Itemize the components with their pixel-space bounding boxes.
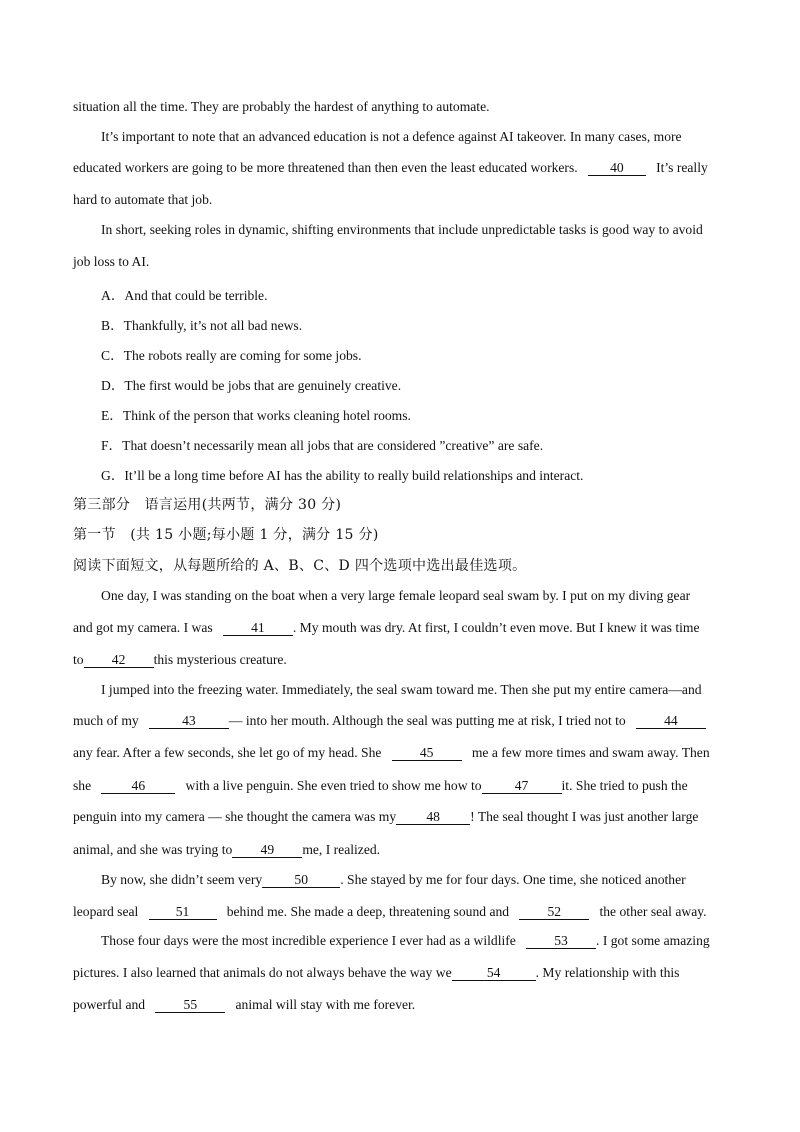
- passage-line: job loss to AI.: [73, 254, 150, 269]
- answer-blank-55[interactable]: 55: [155, 998, 225, 1013]
- passage-line: educated workers are going to be more threatened than then even the least educated workers. 40 It’s really: [73, 160, 708, 175]
- passage-line: hard to automate that job.: [73, 192, 213, 207]
- answer-blank-43[interactable]: 43: [149, 714, 229, 729]
- cloze-line: powerful and 55 animal will stay with me forever.: [73, 997, 416, 1012]
- option-f: F．That doesn’t necessarily mean all jobs that are considered ”creative” are safe.: [101, 438, 544, 453]
- answer-blank-53[interactable]: 53: [526, 934, 596, 949]
- cloze-line: any fear. After a few seconds, she let go of my head. She 45 me a few more times and swam away. Then: [73, 745, 710, 760]
- option-d: D．The first would be jobs that are genuinely creative.: [101, 378, 402, 393]
- cloze-line: animal, and she was trying to 49 me, I realized.: [73, 842, 381, 857]
- answer-blank-41[interactable]: 41: [223, 621, 293, 636]
- answer-blank-51[interactable]: 51: [149, 905, 217, 920]
- option-a: A．And that could be terrible.: [101, 288, 268, 303]
- answer-blank-48[interactable]: 48: [396, 810, 470, 825]
- cloze-line: she 46 with a live penguin. She even tried to show me how to 47 it. She tried to push the: [73, 778, 688, 793]
- cloze-line: to 42 this mysterious creature.: [73, 652, 287, 667]
- cloze-line: and got my camera. I was 41 . My mouth was dry. At first, I couldn’t even move. But I knew it was time: [73, 620, 700, 635]
- answer-blank-54[interactable]: 54: [452, 966, 536, 981]
- instruction-text: 阅读下面短文，从每题所给的 A、B、C、D 四个选项中选出最佳选项。: [73, 558, 527, 574]
- answer-blank-40[interactable]: 40: [588, 161, 646, 176]
- passage-line: situation all the time. They are probably the hardest of anything to automate.: [73, 99, 490, 114]
- option-b: B．Thankfully, it’s not all bad news.: [101, 318, 303, 333]
- cloze-line: pictures. I also learned that animals do not always behave the way we 54 . My relationship with this: [73, 965, 680, 980]
- cloze-line: leopard seal 51 behind me. She made a deep, threatening sound and 52 the other seal away.: [73, 904, 707, 919]
- answer-blank-50[interactable]: 50: [262, 873, 340, 888]
- option-e: E．Think of the person that works cleaning hotel rooms.: [101, 408, 411, 423]
- cloze-line: One day, I was standing on the boat when a very large female leopard seal swam by. I put on my diving gear: [101, 588, 691, 603]
- cloze-line: much of my 43 — into her mouth. Although the seal was putting me at risk, I tried not to 44: [73, 713, 706, 729]
- answer-blank-45[interactable]: 45: [392, 746, 462, 761]
- subsection-heading: 第一节 (共 15 小题;每小题 1 分，满分 15 分): [73, 527, 379, 543]
- option-c: C．The robots really are coming for some jobs.: [101, 348, 362, 363]
- passage-line: In short, seeking roles in dynamic, shifting environments that include unpredictable tasks is good way to avoid: [101, 222, 703, 237]
- answer-blank-46[interactable]: 46: [101, 779, 175, 794]
- answer-blank-47[interactable]: 47: [482, 779, 562, 794]
- cloze-line: penguin into my camera — she thought the camera was my 48 ! The seal thought I was just another large: [73, 809, 699, 824]
- option-g: G．It’ll be a long time before AI has the ability to really build relationships and interact.: [101, 468, 584, 483]
- answer-blank-44[interactable]: 44: [636, 714, 706, 729]
- answer-blank-42[interactable]: 42: [84, 653, 154, 668]
- answer-blank-52[interactable]: 52: [519, 905, 589, 920]
- cloze-line: I jumped into the freezing water. Immediately, the seal swam toward me. Then she put my entire camera—and: [101, 682, 702, 697]
- section-heading: 第三部分 语言运用(共两节，满分 30 分): [73, 497, 342, 513]
- cloze-line: Those four days were the most incredible experience I ever had as a wildlife 53 . I got some amazing: [101, 933, 710, 948]
- cloze-line: By now, she didn’t seem very 50 . She stayed by me for four days. One time, she noticed another: [101, 872, 686, 887]
- passage-line: It’s important to note that an advanced education is not a defence against AI takeover. In many cases, more: [101, 129, 682, 144]
- answer-blank-49[interactable]: 49: [232, 843, 302, 858]
